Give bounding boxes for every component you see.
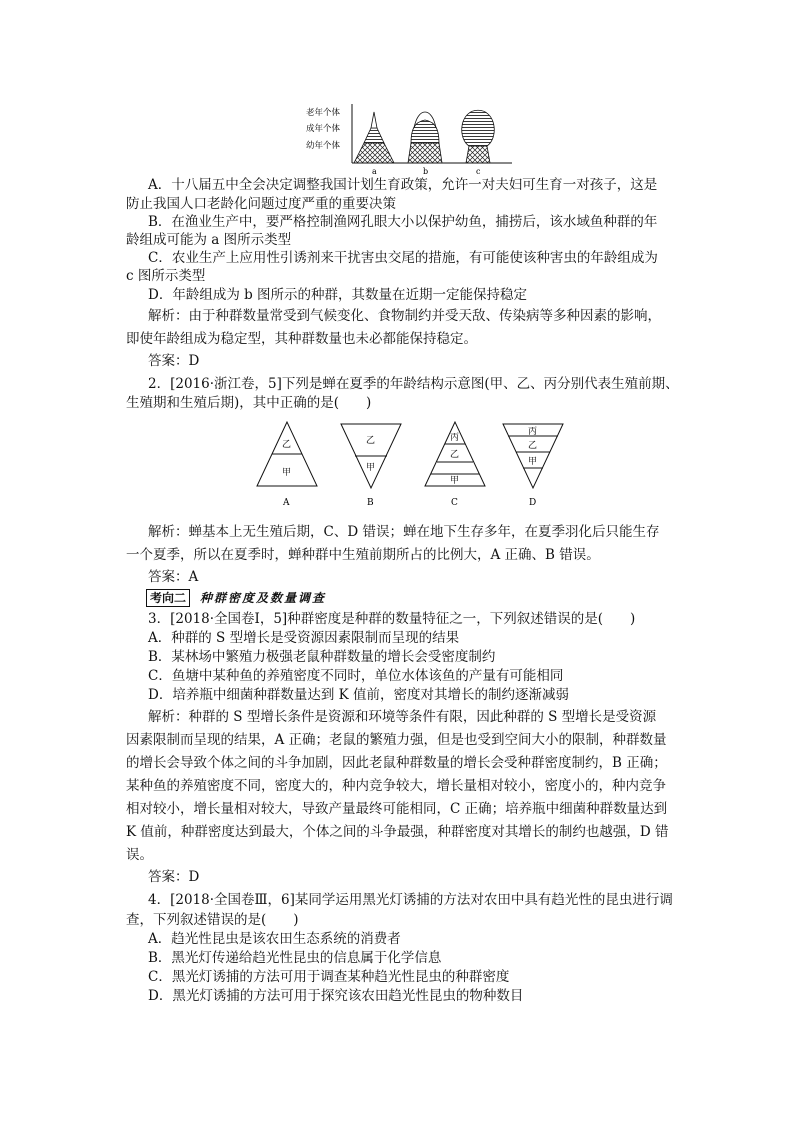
label-jia: 甲 xyxy=(282,468,292,478)
age-structure-figure-abc xyxy=(300,100,520,180)
label-yi: 乙 xyxy=(450,450,460,460)
q4-stem-line2: 查，下列叙述错误的是( ) xyxy=(126,912,299,928)
q1-analysis-line1: 解析：由于种群数量常受到气候变化、食物制约并受天敌、传染病等多种因素的影响， xyxy=(148,308,661,324)
q3-analysis-line7: 误。 xyxy=(126,847,153,863)
section-title: 种群密度及数量调查 xyxy=(200,591,327,605)
q2-answer: 答案：A xyxy=(148,569,199,585)
q3-analysis-line5: 相对较小，增长量相对较大，导致产量最终可能相同，C 正确；培养瓶中细菌种群数量达到 xyxy=(126,801,668,817)
option-d-diagram xyxy=(503,424,563,508)
q1-answer: 答案：D xyxy=(148,353,200,369)
y-label-adult: 成年个体 xyxy=(306,124,341,134)
q3-analysis-line2: 因素限制而呈现的结果，A 正确；老鼠的繁殖力强，但是也受到空间大小的限制，种群数量 xyxy=(126,732,667,748)
q3-option-c: C．鱼塘中某种鱼的养殖密度不同时，单位水体该鱼的产量有可能相同 xyxy=(148,668,564,684)
option-c-label: C xyxy=(451,498,458,508)
q4-option-d: D．黑光灯诱捕的方法可用于探究该农田趋光性昆虫的物种数目 xyxy=(148,988,524,1004)
label-jia: 甲 xyxy=(528,457,538,467)
q1-option-d: D．年龄组成为 b 图所示的种群，其数量在近期一定能保持稳定 xyxy=(148,287,528,303)
q3-stem: 3．[2018·全国卷Ⅰ，5]种群密度是种群的数量特征之一，下列叙述错误的是( ) xyxy=(148,611,636,627)
option-a-diagram xyxy=(257,422,317,508)
label-yi: 乙 xyxy=(366,436,376,446)
q3-option-d: D．培养瓶中细菌种群数量达到 K 值前，密度对其增长的制约逐渐减弱 xyxy=(148,687,569,703)
x-label-b: b xyxy=(423,167,429,176)
section-heading xyxy=(146,589,326,607)
q1-option-c-line1: C．农业生产上应用性引诱剂来干扰害虫交尾的措施，有可能使该种害虫的年龄组成为 xyxy=(148,250,658,266)
option-a-label: A xyxy=(283,498,290,508)
q2-analysis-line2: 一个夏季，所以在夏季时，蝉种群中生殖前期所占的比例大，A 正确、B 错误。 xyxy=(126,547,600,563)
q1-option-a-line1: A．十八届五中全会决定调整我国计划生育政策，允许一对夫妇可生育一对孩子，这是 xyxy=(148,177,658,193)
label-yi: 乙 xyxy=(282,440,292,450)
q2-stem-line1: 2．[2016·浙江卷，5]下列是蝉在夏季的年龄结构示意图(甲、乙、丙分别代表生殖前期、 xyxy=(148,376,679,392)
q2-analysis-line1: 解析：蝉基本上无生殖后期，C、D 错误；蝉在地下生存多年，在夏季羽化后只能生存 xyxy=(148,524,660,540)
q1-option-a-line2: 防止我国人口老龄化问题过度严重的重要决策 xyxy=(126,196,396,212)
q3-option-a: A．种群的 S 型增长是受资源因素限制而呈现的结果 xyxy=(148,630,460,646)
pyramid-a xyxy=(354,112,394,163)
label-bing: 丙 xyxy=(528,427,538,437)
q3-option-b: B．某林场中繁殖力极强老鼠种群数量的增长会受密度制约 xyxy=(148,649,496,665)
q3-analysis-line4: 某种鱼的养殖密度不同，密度大的，种内竞争较大，增长量相对较小，密度小的，种内竞争 xyxy=(126,778,666,794)
q1-option-b-line1: B．在渔业生产中，要严格控制渔网孔眼大小以保护幼鱼，捕捞后，该水域鱼种群的年 xyxy=(148,214,658,230)
option-b-label: B xyxy=(367,498,374,508)
y-label-old: 老年个体 xyxy=(306,108,341,118)
q4-option-c: C．黑光灯诱捕的方法可用于调查某种趋光性昆虫的种群密度 xyxy=(148,969,510,985)
q4-stem-line1: 4．[2018·全国卷Ⅲ，6]某同学运用黑光灯诱捕的方法对农田中具有趋光性的昆虫进行调 xyxy=(148,892,673,908)
label-yi: 乙 xyxy=(528,441,538,451)
label-jia: 甲 xyxy=(450,476,460,486)
label-bing: 丙 xyxy=(450,433,460,443)
label-jia: 甲 xyxy=(366,463,376,473)
q4-option-b: B．黑光灯传递给趋光性昆虫的信息属于化学信息 xyxy=(148,950,442,966)
x-label-a: a xyxy=(372,167,377,176)
option-d-label: D xyxy=(529,498,537,508)
section-box-label: 考向二 xyxy=(146,589,190,607)
x-label-c: c xyxy=(476,167,481,176)
q3-analysis-line6: K 值前，种群密度达到最大，个体之间的斗争最强，种群密度对其增长的制约也越强，D 错 xyxy=(126,824,669,840)
q1-analysis-line2: 即使年龄组成为稳定型，其种群数量也未必都能保持稳定。 xyxy=(126,331,477,347)
q1-option-b-line2: 龄组成可能为 a 图所示类型 xyxy=(126,232,292,248)
cicada-age-structure-figure xyxy=(255,420,575,535)
q4-option-a: A．趋光性昆虫是该农田生态系统的消费者 xyxy=(148,931,401,947)
q3-analysis-line1: 解析：种群的 S 型增长条件是资源和环境等条件有限，因此种群的 S 型增长是受资源 xyxy=(148,709,657,725)
q2-stem-line2: 生殖期和生殖后期)，其中正确的是( ) xyxy=(126,395,372,411)
q3-answer: 答案：D xyxy=(148,869,200,885)
option-b-diagram xyxy=(341,424,401,508)
q3-analysis-line3: 的增长会导致个体之间的斗争加剧，因此老鼠种群数量的增长会受种群密度制约，B 正确； xyxy=(126,755,667,771)
pyramid-c xyxy=(462,110,495,163)
pyramid-b xyxy=(408,112,442,163)
q1-option-c-line2: c 图所示类型 xyxy=(126,268,206,284)
option-c-diagram xyxy=(425,422,485,508)
y-label-young: 幼年个体 xyxy=(306,141,341,151)
